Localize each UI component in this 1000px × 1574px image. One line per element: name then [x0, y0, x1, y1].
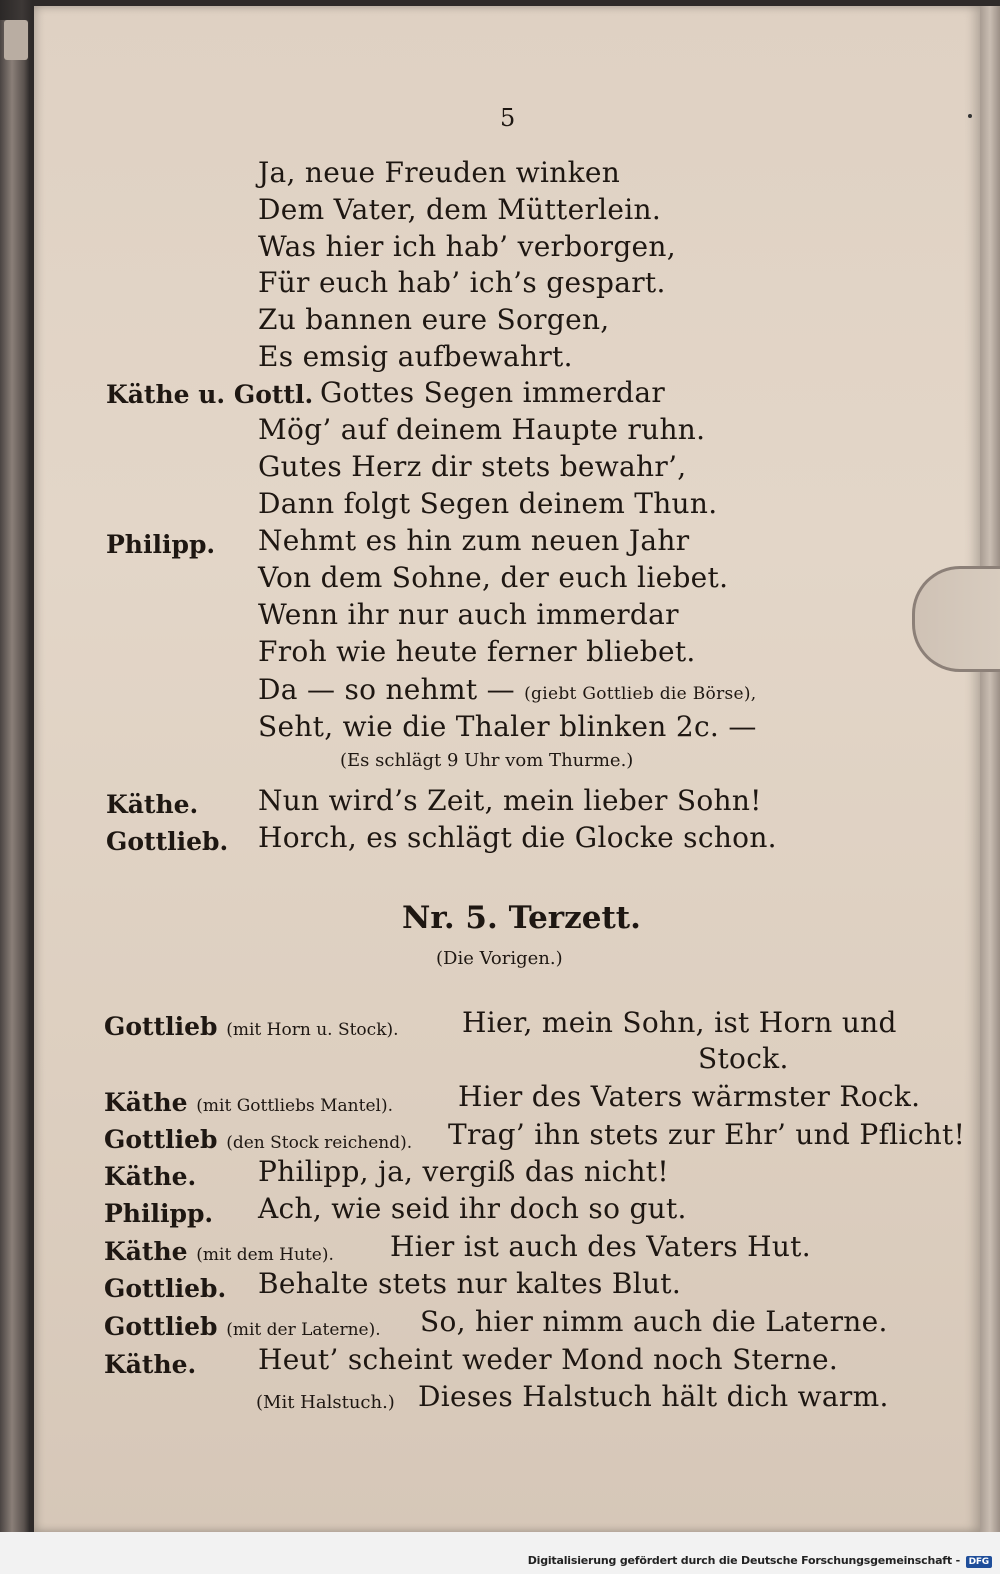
speaker-name: Gottlieb: [104, 1312, 218, 1341]
verse-line: Ja, neue Freuden winken: [258, 156, 621, 189]
dfg-logo: DFG: [966, 1556, 992, 1568]
speaker-name: Käthe: [104, 1088, 188, 1117]
verse-line: Philipp, ja, vergiß das nicht!: [258, 1155, 669, 1188]
verse-line: Hier, mein Sohn, ist Horn und: [462, 1006, 897, 1039]
speaker-label: Käthe.: [106, 790, 199, 819]
stage-direction: (mit Gottliebs Mantel).: [196, 1096, 393, 1116]
speaker-label: Philipp.: [104, 1199, 214, 1228]
speaker-label: Käthe u. Gottl.: [106, 380, 314, 409]
page-clip-tab: [912, 566, 1000, 672]
speaker-label: [104, 1312, 381, 1341]
stage-direction: (mit der Laterne).: [226, 1320, 381, 1340]
verse-line: Horch, es schlägt die Glocke schon.: [258, 821, 777, 854]
verse-line: Ach, wie seid ihr doch so gut.: [258, 1192, 687, 1225]
verse-line: Zu bannen eure Sorgen,: [258, 303, 610, 336]
stage-direction: (mit dem Hute).: [196, 1245, 334, 1265]
speaker-name: Gottlieb: [104, 1012, 218, 1041]
stage-direction: (mit Horn u. Stock).: [226, 1020, 399, 1040]
verse-line: Heut’ scheint weder Mond noch Sterne.: [258, 1343, 839, 1376]
verse-text: Da — so nehmt —: [258, 673, 515, 706]
stage-direction: (Es schlägt 9 Uhr vom Thurme.): [340, 750, 634, 771]
verse-line: Wenn ihr nur auch immerdar: [258, 598, 679, 631]
speaker-name: Käthe: [104, 1237, 188, 1266]
verse-line: Von dem Sohne, der euch liebet.: [258, 561, 729, 594]
verse-line: Seht, wie die Thaler blinken 2c. —: [258, 710, 757, 743]
speaker-label: Gottlieb.: [106, 827, 229, 856]
footer-band: [0, 1532, 1000, 1574]
verse-line: Dem Vater, dem Mütterlein.: [258, 193, 662, 226]
stage-direction: (den Stock reichend).: [226, 1133, 413, 1153]
speaker-label: Käthe.: [104, 1350, 197, 1379]
section-subheading: (Die Vorigen.): [436, 948, 563, 969]
verse-line: [258, 673, 757, 706]
verse-line: Froh wie heute ferner bliebet.: [258, 635, 696, 668]
speaker-label: [104, 1088, 393, 1117]
section-heading: Nr. 5. Terzett.: [402, 900, 641, 936]
speaker-label: Philipp.: [106, 530, 216, 559]
verse-line: Behalte stets nur kaltes Blut.: [258, 1267, 682, 1300]
speaker-label: Gottlieb.: [104, 1274, 227, 1303]
verse-line: Für euch hab’ ich’s gespart.: [258, 266, 666, 299]
verse-line: Nehmt es hin zum neuen Jahr: [258, 524, 690, 557]
book-spine-edge: [0, 20, 30, 1540]
digitization-credit: [528, 1554, 992, 1568]
verse-line: Dann folgt Segen deinem Thun.: [258, 487, 718, 520]
speaker-label: [104, 1237, 334, 1266]
verse-line: Gutes Herz dir stets bewahr’,: [258, 450, 687, 483]
verse-line: Hier ist auch des Vaters Hut.: [390, 1230, 811, 1263]
verse-line: Stock.: [698, 1042, 789, 1075]
stage-direction: (giebt Gottlieb die Börse),: [524, 684, 757, 704]
verse-line: Trag’ ihn stets zur Ehr’ und Pflicht!: [448, 1118, 966, 1151]
verse-line: Dieses Halstuch hält dich warm.: [418, 1380, 889, 1413]
stage-direction: (Mit Halstuch.): [256, 1392, 395, 1413]
verse-line: Nun wird’s Zeit, mein lieber Sohn!: [258, 784, 762, 817]
speaker-label: [104, 1012, 399, 1041]
verse-line: Es emsig aufbewahrt.: [258, 340, 573, 373]
book-spine-top: [4, 20, 28, 60]
credit-text: Digitalisierung gefördert durch die Deutsche Forschungsgemeinschaft -: [527, 1554, 960, 1567]
verse-line: Mög’ auf deinem Haupte ruhn.: [258, 413, 706, 446]
speaker-name: Gottlieb: [104, 1125, 218, 1154]
speaker-label: [104, 1125, 412, 1154]
speaker-label: Käthe.: [104, 1162, 197, 1191]
page-number: 5: [500, 104, 516, 132]
ink-dot: [968, 114, 972, 118]
page-right-edge: [980, 6, 1000, 1532]
verse-line: Hier des Vaters wärmster Rock.: [458, 1080, 921, 1113]
verse-line: Was hier ich hab’ verborgen,: [258, 230, 676, 263]
verse-line: Gottes Segen immerdar: [320, 376, 666, 409]
verse-line: So, hier nimm auch die Laterne.: [420, 1305, 888, 1338]
